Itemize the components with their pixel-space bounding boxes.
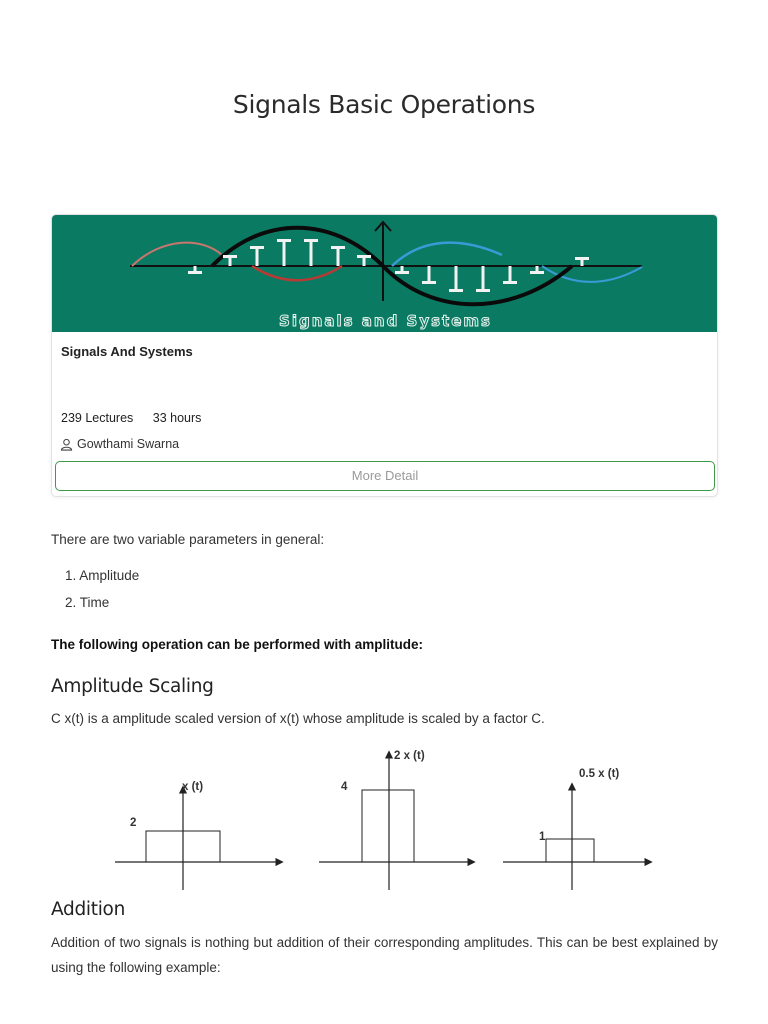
- lecture-count: 239 Lectures: [61, 411, 134, 425]
- intro-text: There are two variable parameters in general:: [51, 532, 325, 547]
- course-title[interactable]: Signals And Systems: [61, 344, 193, 359]
- amplitude-scaling-heading: Amplitude Scaling: [51, 676, 214, 697]
- plot-label: 0.5 x (t): [579, 768, 620, 780]
- page-title: Signals Basic Operations: [232, 90, 536, 119]
- course-card[interactable]: [51, 214, 718, 497]
- bold-statement: The following operation can be performed with amplitude:: [51, 637, 424, 652]
- amplitude-scaling-diagram: [100, 740, 660, 895]
- amplitude-label: 1: [539, 831, 546, 843]
- addition-text: Addition of two signals is nothing but addition of their corresponding amplitudes. This can be best explained by using the following example:: [51, 935, 718, 975]
- more-detail-button[interactable]: More Detail: [55, 461, 715, 491]
- amplitude-label: 4: [341, 781, 348, 793]
- plot-0.5x-t: [503, 768, 651, 890]
- list-item: 1. Amplitude: [65, 568, 140, 583]
- plot-label: x (t): [182, 781, 204, 793]
- author-name: Gowthami Swarna: [77, 437, 180, 451]
- list-item: 2. Time: [65, 595, 110, 610]
- addition-heading: Addition: [51, 899, 125, 920]
- plot-x-t: [115, 781, 282, 890]
- course-duration: 33 hours: [152, 411, 202, 425]
- banner-caption: Signals and Systems: [279, 312, 492, 330]
- amplitude-scaling-text: C x(t) is a amplitude scaled version of x(t) whose amplitude is scaled by a factor C.: [51, 711, 545, 726]
- user-icon: [60, 438, 73, 451]
- plot-2x-t: [319, 750, 474, 890]
- plot-label: 2 x (t): [394, 750, 425, 762]
- course-banner-image[interactable]: [52, 215, 718, 332]
- parameter-list: [65, 568, 139, 622]
- amplitude-label: 2: [130, 817, 137, 829]
- course-author: [60, 437, 179, 451]
- course-meta: [61, 411, 201, 425]
